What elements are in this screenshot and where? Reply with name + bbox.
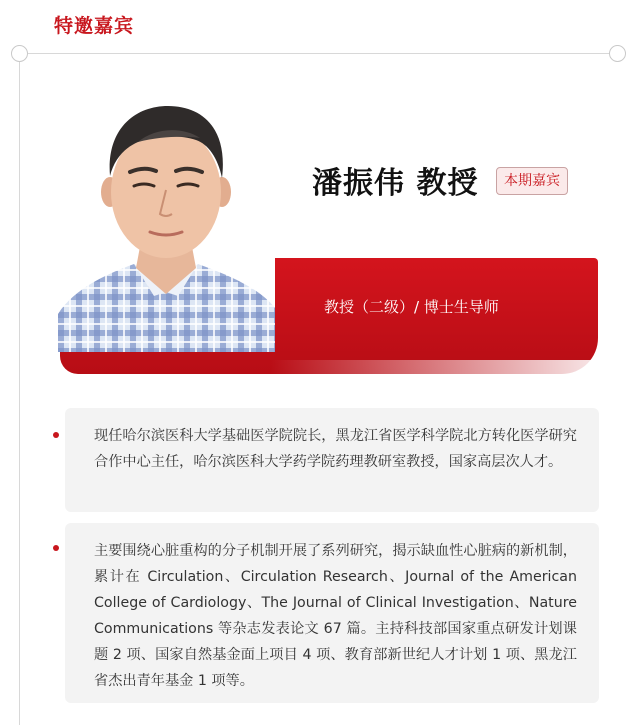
frame-corner-circle-left bbox=[11, 45, 28, 62]
bio-card: 现任哈尔滨医科大学基础医学院院长，黑龙江省医学科学院北方转化医学研究合作中心主任，哈尔滨医科大学药学院药理教研室教授，国家高层次人才。 bbox=[65, 408, 599, 512]
bio-bullet bbox=[53, 545, 59, 551]
guest-role: 教授（二级）/ 博士生导师 bbox=[324, 298, 499, 316]
guest-badge: 本期嘉宾 bbox=[496, 167, 568, 195]
guest-name: 潘振伟 教授 bbox=[312, 166, 479, 201]
section-title: 特邀嘉宾 bbox=[54, 15, 135, 37]
frame-divider bbox=[28, 53, 614, 54]
guest-photo bbox=[58, 96, 275, 352]
frame-corner-circle-right bbox=[609, 45, 626, 62]
bio-bullet bbox=[53, 432, 59, 438]
bio-card: 主要围绕心脏重构的分子机制开展了系列研究，揭示缺血性心脏病的新机制，累计在 Circulation、Circulation Research、Journal of the American College of Cardiology、The Journal of Clinical Investigation、Nature Communications 等杂志发表论文 67 篇。主持科技部国家重点研发计划课题 2 项、国家自然基金面上项目 4 项、教育部新世纪人才计划 1 项、黑龙江省杰出青年基金 1 项等。 bbox=[65, 523, 599, 703]
frame-side-line bbox=[19, 62, 20, 725]
